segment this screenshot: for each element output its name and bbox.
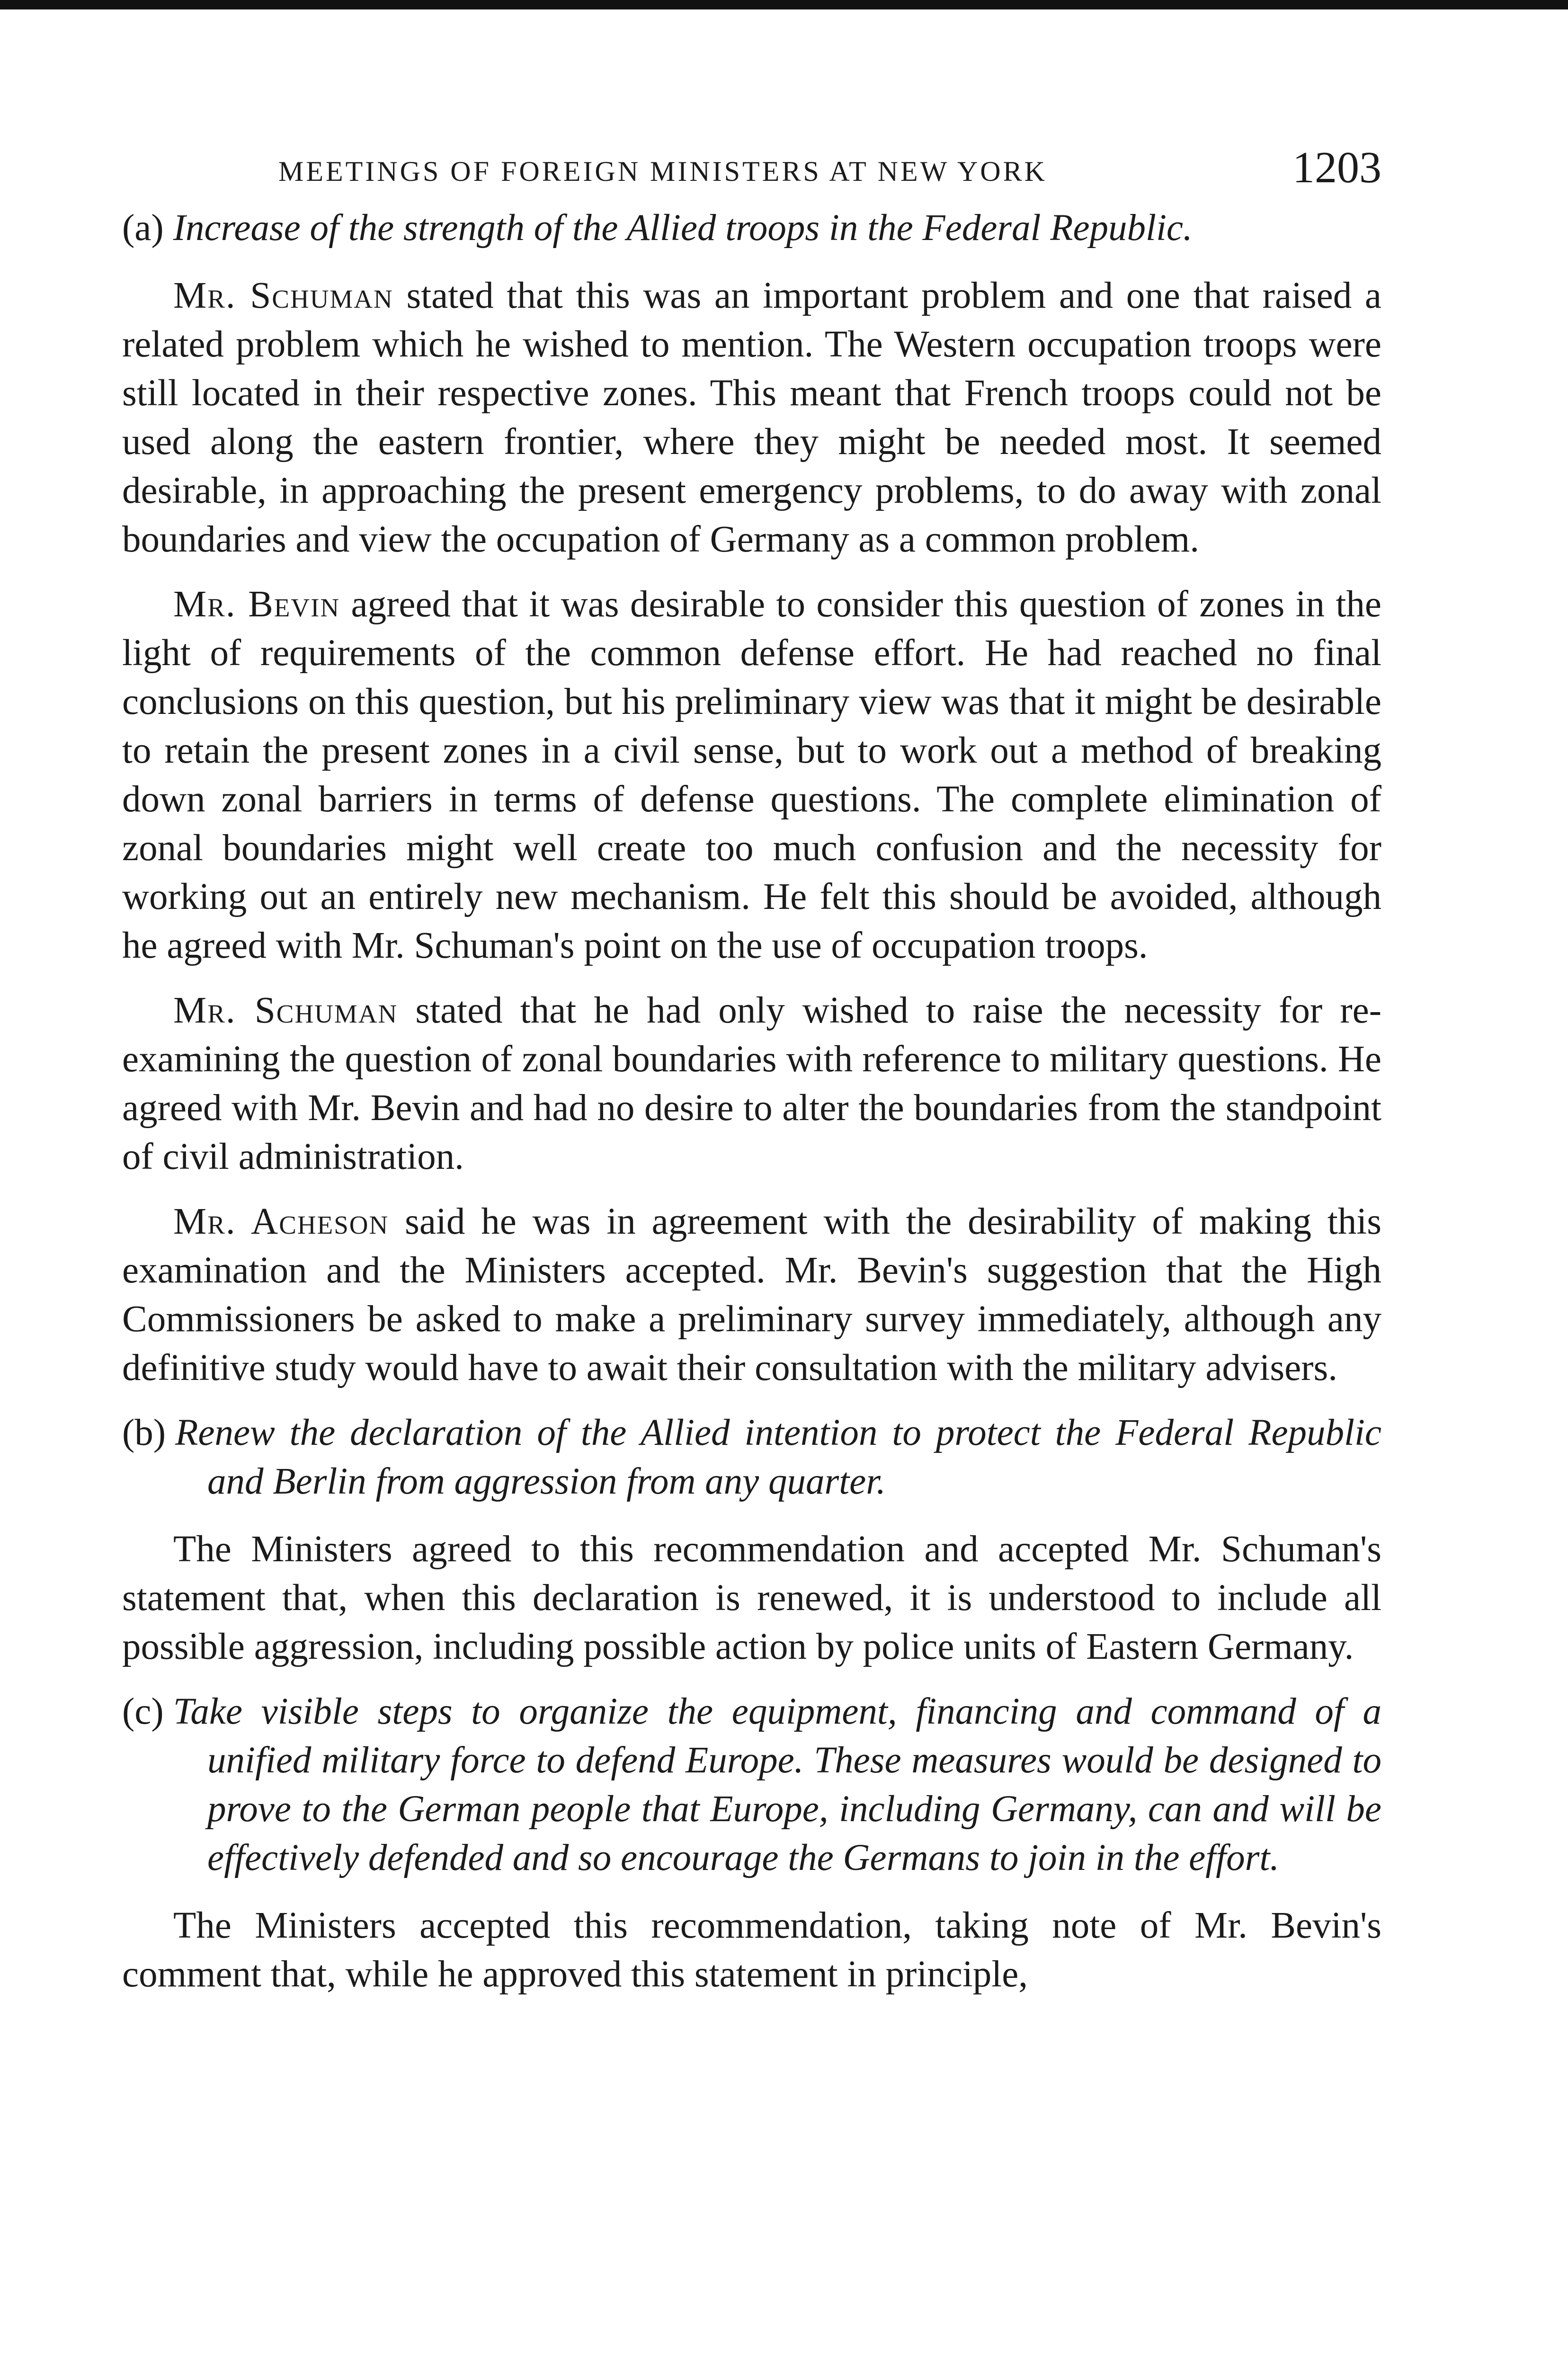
agenda-item-c (122, 1687, 1381, 1882)
paragraph-text: said he was in agreement with the desirability of making this examination and the Ministers accepted. Mr. Bevin's suggestion that the High Commissioners be asked to make a preliminary survey immediately, although any definitive study would have to await their consultation with the military advisers. (122, 1201, 1381, 1388)
speaker-name: Mr. Schuman (173, 275, 393, 316)
paragraph (122, 1197, 1381, 1392)
document-page (122, 133, 1381, 2015)
paragraph-text: stated that this was an important problem and one that raised a related problem which he wished to mention. The Western occupation troops were still located in their respective zones. This meant that French troops could not be used along the eastern frontier, where they might be needed most. It seemed desirable, in approaching the present emergency problems, to do away with zonal boundaries and view the occupation of Germany as a common problem. (122, 275, 1381, 560)
paragraph (122, 1901, 1381, 1999)
paragraph-text: The Ministers accepted this recommendation, taking note of Mr. Bevin's comment that, while he approved this statement in principle, (122, 1905, 1381, 1995)
item-text: Increase of the strength of the Allied troops in the Federal Republic. (173, 207, 1193, 249)
paragraph (122, 580, 1381, 970)
top-edge-rule (0, 0, 1568, 9)
paragraph-text: agreed that it was desirable to consider this question of zones in the light of requirements of the common defense effort. He had reached no final conclusions on this question, but his preliminary view was that it might be desirable to retain the present zones in a civil sense, but to work out a method of breaking down zonal barriers in terms of defense questions. The complete elimination of zonal boundaries might well create too much confusion and the necessity for working out an entirely new mechanism. He felt this should be avoided, although he agreed with Mr. Schuman's point on the use of occupation troops. (122, 584, 1381, 966)
item-text: Take visible steps to organize the equipment, financing and command of a unified military force to defend Europe. These measures would be designed to prove to the German people that Europe, including Germany, can and will be effectively defended and so encourage the Germans to join in the effort. (173, 1691, 1381, 1878)
speaker-name: Mr. Schuman (173, 990, 398, 1031)
paragraph (122, 271, 1381, 564)
paragraph (122, 986, 1381, 1181)
item-label: (b) (122, 1412, 166, 1453)
paragraph-text: stated that he had only wished to raise the necessity for re-examining the question of zonal boundaries with reference to military questions. He agreed with Mr. Bevin and had no desire to alter the boundaries from the standpoint of civil administration. (122, 990, 1381, 1177)
running-head (122, 133, 1381, 204)
paragraph-text: The Ministers agreed to this recommendation and accepted Mr. Schuman's statement that, when this declaration is renewed, it is understood to include all possible aggression, including possible action by police units of Eastern Germany. (122, 1529, 1381, 1667)
paragraph (122, 1525, 1381, 1671)
agenda-item-a (122, 204, 1381, 252)
speaker-name: Mr. Acheson (173, 1201, 389, 1242)
item-label: (c) (122, 1691, 164, 1732)
page-number: 1203 (1292, 143, 1381, 192)
speaker-name: Mr. Bevin (173, 584, 340, 625)
running-title: MEETINGS OF FOREIGN MINISTERS AT NEW YORK (278, 156, 1047, 187)
item-text: Renew the declaration of the Allied intention to protect the Federal Republic and Berlin from aggression from any quarter. (175, 1412, 1381, 1502)
item-label: (a) (122, 207, 164, 249)
agenda-item-b (122, 1408, 1381, 1506)
